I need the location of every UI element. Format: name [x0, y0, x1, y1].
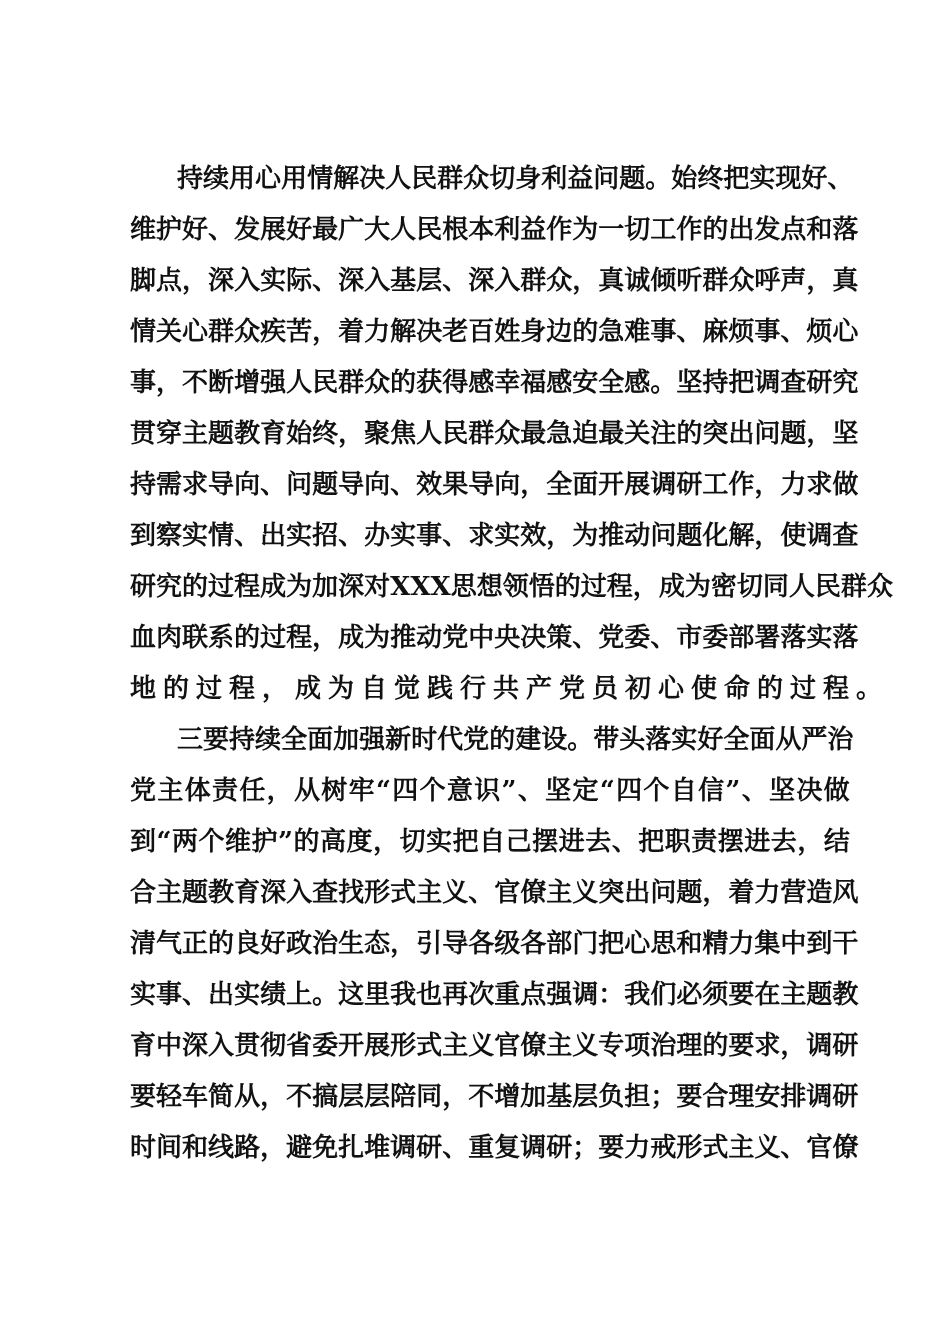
text-line: 血 肉 联 系 的 过 程 ， 成 为 推 动 党 中 央 决 策 、 党 委 、 市 委 部 署 落 实 落 — [130, 623, 859, 653]
text-line: 育 中 深 入 贯 彻 省 委 开 展 形 式 主 义 官 僚 主 义 专 项 治 理 的 要 求 ， 调 研 — [130, 1031, 859, 1061]
text-line: 时 间 和 线 路 ， 避 免 扎 堆 调 研 、 重 复 调 研 ； 要 力 戒 形 式 主 义 、 官 僚 — [130, 1133, 859, 1163]
text-line: 持 续 用 心 用 情 解 决 人 民 群 众 切 身 利 益 问 题 。 始 终 把 实 现 好 、 — [177, 164, 854, 194]
text-line: 清 气 正 的 良 好 政 治 生 态 ， 引 导 各 级 各 部 门 把 心 思 和 精 力 集 中 到 干 — [130, 929, 859, 959]
text-line: 研 究 的 过 程 成 为 加 深 对 XXX 思 想 领 悟 的 过 程 ， 成 为 密 切 同 人 民 群 众 — [130, 572, 893, 602]
text-line: 到 察 实 情 、 出 实 招 、 办 实 事 、 求 实 效 ， 为 推 动 问 题 化 解 ， 使 调 查 — [130, 521, 859, 551]
text-line: 脚 点 ， 深 入 实 际 、 深 入 基 层 、 深 入 群 众 ， 真 诚 倾 听 群 众 呼 声 ， 真 — [130, 266, 859, 296]
text-line: 贯 穿 主 题 教 育 始 终 ， 聚 焦 人 民 群 众 最 急 迫 最 关 注 的 突 出 问 题 ， 坚 — [130, 419, 859, 449]
text-line: 合 主 题 教 育 深 入 查 找 形 式 主 义 、 官 僚 主 义 突 出 问 题 ， 着 力 营 造 风 — [130, 878, 859, 908]
text-line: 地的过程，成为自觉践行共产党员初心使命的过程。 — [130, 674, 890, 704]
text-line: 到 “ 两 个 维 护 ” 的 高 度 ， 切 实 把 自 己 摆 进 去 、 把 职 责 摆 进 去 ， 结 — [130, 827, 850, 857]
text-line: 情 关 心 群 众 疾 苦 ， 着 力 解 决 老 百 姓 身 边 的 急 难 事 、 麻 烦 事 、 烦 心 — [130, 317, 859, 347]
text-line: 要 轻 车 简 从 ， 不 搞 层 层 陪 同 ， 不 增 加 基 层 负 担 ； 要 合 理 安 排 调 研 — [130, 1082, 859, 1112]
text-line: 实 事 、 出 实 绩 上 。 这 里 我 也 再 次 重 点 强 调 ： 我 们 必 须 要 在 主 题 教 — [130, 980, 859, 1010]
text-line: 三 要 持 续 全 面 加 强 新 时 代 党 的 建 设 。 带 头 落 实 好 全 面 从 严 治 — [177, 725, 854, 755]
text-line: 党 主 体 责 任 ， 从 树 牢 “ 四 个 意 识 ” 、 坚 定 “ 四 个 自 信 ” 、 坚 决 做 — [130, 776, 850, 806]
text-line: 持 需 求 导 向 、 问 题 导 向 、 效 果 导 向 ， 全 面 开 展 调 研 工 作 ， 力 求 做 — [130, 470, 859, 500]
text-line: 维 护 好 、 发 展 好 最 广 大 人 民 根 本 利 益 作 为 一 切 工 作 的 出 发 点 和 落 — [130, 215, 859, 245]
body-text — [130, 154, 893, 1174]
text-line: 事 ， 不 断 增 强 人 民 群 众 的 获 得 感 幸 福 感 安 全 感 。 坚 持 把 调 查 研 究 — [130, 368, 859, 398]
